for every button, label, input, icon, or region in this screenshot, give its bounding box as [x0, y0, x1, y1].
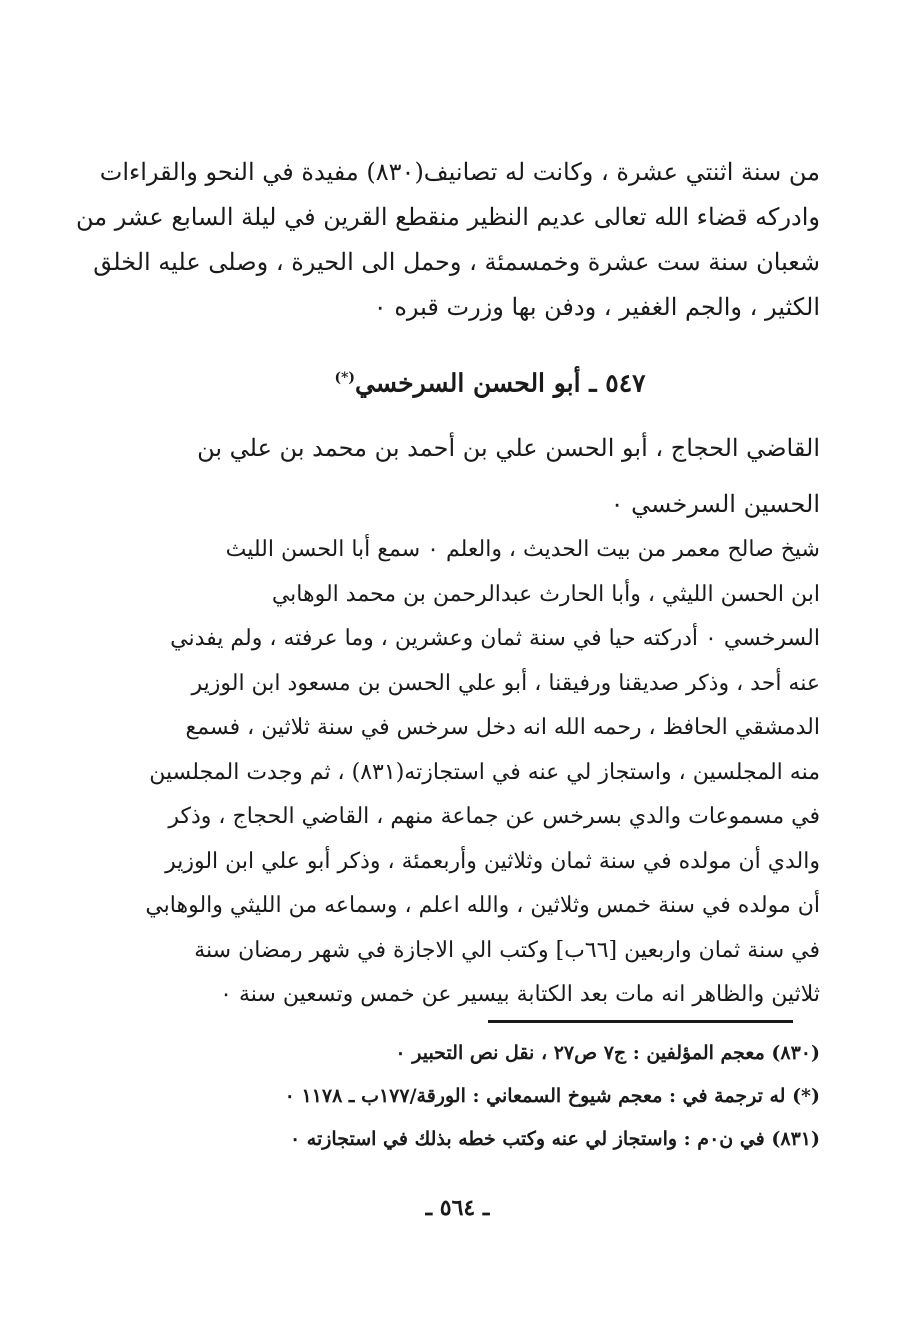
text-line: أن مولده في سنة خمس وثلاثين ، والله اعلم ، وسماعه من الليثي والوهابي [145, 893, 820, 918]
entry-heading [160, 358, 820, 403]
footnote: (٨٣٠) معجم المؤلفين : ج٧ ص٢٧ ، نقل نص التحبير ٠ [395, 1042, 820, 1064]
text-line: في مسموعات والدي بسرخس عن جماعة منهم ، القاضي الحجاج ، وذكر [168, 804, 820, 829]
text-line: ثلاثين والظاهر انه مات بعد الكتابة بيسير عن خمس وتسعين سنة ٠ [220, 982, 820, 1007]
text-line: الدمشقي الحافظ ، رحمه الله انه دخل سرخس في سنة ثلاثين ، فسمع [185, 715, 820, 740]
intro-paragraph [75, 150, 820, 330]
text-line: شيخ صالح معمر من بيت الحديث ، والعلم ٠ سمع أبا الحسن الليث [225, 537, 820, 562]
text-line: منه المجلسين ، واستجاز لي عنه في استجازته(٨٣١) ، ثم وجدت المجلسين [149, 759, 820, 785]
text-line: الكثير ، والجم الغفير ، ودفن بها وزرت قبره ٠ [373, 293, 820, 321]
footnotes [160, 1032, 820, 1161]
entry-body-paragraph [145, 528, 820, 1018]
footnote-divider [488, 1020, 793, 1023]
text-line: السرخسي ٠ أدركته حيا في سنة ثمان وعشرين ، وما عرفته ، ولم يفدني [170, 626, 820, 651]
text-line: وادركه قضاء الله تعالى عديم النظير منقطع القرين في ليلة السابع عشر من [75, 203, 820, 231]
text-line: شعبان سنة ست عشرة وخمسمئة ، وحمل الى الحيرة ، وصلى عليه الخلق [93, 248, 820, 276]
text-line: ابن الحسن الليثي ، وأبا الحارث عبدالرحمن بن محمد الوهابي [271, 581, 820, 607]
entry-heading-mark: (*) [334, 370, 356, 386]
text-line: من سنة اثنتي عشرة ، وكانت له تصانيف(٨٣٠) مفيدة في النحو والقراءات [99, 158, 820, 186]
footnote: (٨٣١) في ن٠م : واستجاز لي عنه وكتب خطه بذلك في استجازته ٠ [289, 1128, 820, 1150]
text-line: والدي أن مولده في سنة ثمان وثلاثين وأربعمئة ، وذكر أبو علي ابن الوزير [165, 848, 820, 874]
text-line: الحسين السرخسي ٠ [610, 490, 820, 518]
text-line: في سنة ثمان واربعين [٦٦ب] وكتب الي الاجازة في شهر رمضان سنة [194, 937, 820, 963]
entry-name-paragraph [160, 420, 820, 532]
text-line: عنه أحد ، وذكر صديقنا ورفيقنا ، أبو علي الحسن بن مسعود ابن الوزير [191, 670, 820, 696]
footnote: (*) له ترجمة في : معجم شيوخ السمعاني : الورقة/١٧٧ب ـ ١١٧٨ ٠ [284, 1085, 820, 1107]
text-line: القاضي الحجاج ، أبو الحسن علي بن أحمد بن محمد بن علي بن [197, 434, 820, 462]
entry-heading-text: ٥٤٧ ـ أبو الحسن السرخسي [355, 368, 646, 398]
page-number: ـ ٥٦٤ ـ [425, 1195, 490, 1221]
